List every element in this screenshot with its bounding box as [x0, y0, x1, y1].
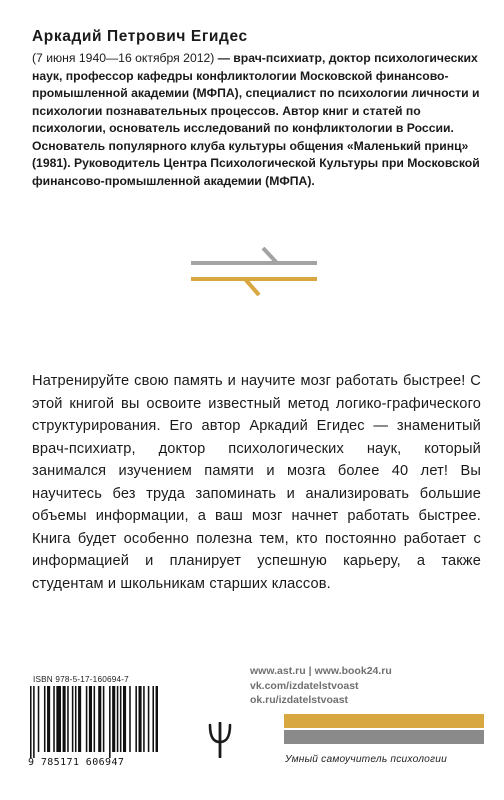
link-ok[interactable]: ok.ru/izdatelstvoast	[250, 694, 349, 706]
barcode-bar	[120, 686, 122, 752]
barcode-bar	[75, 686, 77, 752]
barcode-bar	[67, 686, 69, 752]
barcode-bar	[98, 686, 101, 752]
barcode-bar	[47, 686, 50, 752]
arrow-left-gold-head	[245, 279, 259, 295]
barcode-bar	[135, 686, 137, 752]
barcode-bar	[123, 686, 126, 752]
barcode-bar	[103, 686, 105, 752]
barcode-bar	[33, 686, 35, 758]
barcode-image	[28, 686, 158, 758]
blurb-text: Натренируйте свою память и научите мозг работать быстрее! С этой книгой вы освоите известный метод логико-графического структурирования. Его автор Аркадий Егидес — знаменитый врач-психиатр, доктор психологических наук, который занимался изучением памяти и мозга более 40 лет! Вы научитесь без труда запоминать и анализировать большие объемы информации, а ваш мозг начнет работать быстрее. Книга будет особенно полезна тем, кто постоянно работает с информацией и планирует успешную карьеру, а также студентам и школьникам старших классов.	[32, 373, 481, 592]
barcode-bar	[86, 686, 88, 752]
barcode-bar	[78, 686, 81, 752]
barcode-block	[28, 675, 161, 768]
barcode-bar	[129, 686, 131, 752]
barcode-bar	[30, 686, 32, 758]
barcode-bar	[143, 686, 145, 752]
series-title: Умный самоучитель психологии	[285, 754, 447, 765]
barcode-bar	[152, 686, 154, 752]
barcode-digits: 9 785171 606947	[28, 757, 125, 768]
barcode-bar	[89, 686, 92, 752]
barcode-bar	[94, 686, 96, 752]
author-bio-text: — врач-психиатр, доктор психологических наук, профессор кафедры конфликтологии Московской финансово-промышленной академии (МФПА), специалист по психологии личности и психологии познавательных процессов. Автор книг и статей по психологии, основатель исследований по конфликтологии в России. Основатель популярного клуба культуры общения «Маленький принц» (1981). Руководитель Центра Психологической Культуры при Московской финансово-промышленной академии (МФПА).	[32, 51, 480, 188]
link-ast[interactable]: www.ast.ru	[250, 665, 306, 677]
barcode-bar	[63, 686, 66, 752]
link-vk[interactable]: vk.com/izdatelstvoast	[250, 679, 359, 692]
barcode-bar	[117, 686, 119, 752]
series-bar-gray	[284, 730, 484, 744]
author-bio	[32, 50, 480, 190]
publisher-links	[250, 664, 485, 708]
barcode-bar	[112, 686, 115, 752]
barcode-bar	[148, 686, 150, 752]
barcode-bar	[156, 686, 158, 752]
barcode-bar	[56, 686, 61, 752]
series-bar-gold	[284, 714, 484, 728]
barcode-bar	[38, 686, 40, 752]
barcode-bar	[53, 686, 55, 752]
links-row-1	[250, 664, 485, 679]
arrows-decoration	[191, 247, 317, 305]
barcode-bar	[44, 686, 46, 752]
author-name: Аркадий Петрович Егидес	[32, 28, 248, 45]
barcode-bar	[72, 686, 74, 752]
barcode-bar	[109, 686, 111, 758]
link-book24[interactable]: www.book24.ru	[314, 665, 392, 677]
isbn-text: ISBN 978-5-17-160694-7	[33, 675, 129, 684]
arrow-right-gray-head	[263, 248, 277, 263]
barcode-bar	[139, 686, 142, 752]
links-separator: |	[308, 665, 312, 677]
author-dates: (7 июня 1940—16 октября 2012)	[32, 51, 215, 65]
psi-logo-icon	[207, 722, 233, 758]
